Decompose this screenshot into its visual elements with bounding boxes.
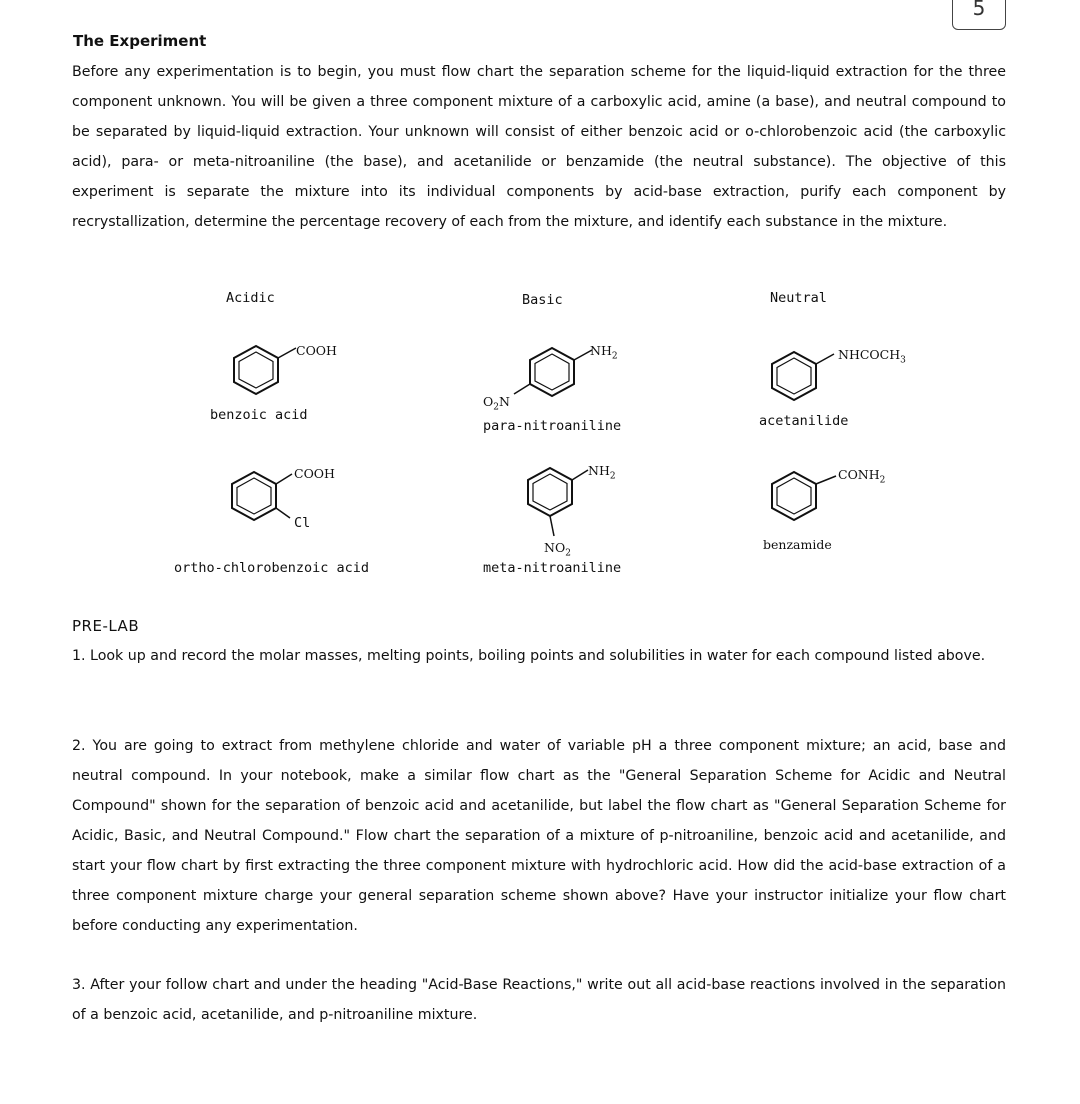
- meta-nitroaniline-name: meta-nitroaniline: [483, 560, 622, 576]
- prelab-item-2: 2. You are going to extract from methylene chloride and water of variable pH a three component mixture; an acid, base and neutral compound. In your notebook, make a similar flow chart as the "General Separation Scheme for Acidic and Neutral Compound" shown for the separation of benzoic acid and acetanilide, but label the flow chart as "General Separation Scheme for Acidic, Basic, and Neutral Compound." Flow chart the separation of a mixture of p-nitroaniline, benzoic acid and acetanilide, and start your flow chart by first extracting the three component mixture with hydrochloric acid. How did the acid-base extraction of a three component mixture charge your general separation scheme shown above? Have your instructor initialize your flow chart before conducting any experimentation.: [72, 738, 1006, 934]
- chloro-substituent-label: Cl: [294, 515, 311, 531]
- meta-nitroaniline-amine-group: $NH_2$: [588, 463, 616, 482]
- experiment-intro: Before any experimentation is to begin, you must flow chart the separation scheme for the liquid-liquid extraction for the three component unknown. You will be given a three component mixture of a carboxylic acid, amine (a base), and neutral compound to be separated by liquid-liquid extraction. Your unknown will consist of either benzoic acid or o-chlorobenzoic acid (the carboxylic acid), para- or meta-nitroaniline (the base), and acetanilide or benzamide (the neutral substance). The objective of this experiment is separate the mixture into its individual components by acid-base extraction, purify each component by recrystallization, determine the percentage recovery of each from the mixture, and identify each substance in the mixture.: [72, 64, 1006, 230]
- acetanilide-name: acetanilide: [759, 413, 849, 429]
- para-nitroaniline-name: para-nitroaniline: [483, 418, 622, 434]
- acetanilide-group: $NHCOCH_3$: [838, 347, 906, 366]
- prelab-item-1: 1. Look up and record the molar masses, melting points, boiling points and solubilities in water for each compound listed above.: [72, 648, 986, 664]
- benzamide-name: benzamide: [763, 537, 832, 552]
- prelab-item-3: 3. After your follow chart and under the heading "Acid-Base Reactions," write out all acid-base reactions involved in the separation of a benzoic acid, acetanilide, and p-nitroaniline mixture.: [72, 977, 1006, 1023]
- para-nitroaniline-amine-group: $NH_2$: [590, 343, 618, 362]
- benzoic-acid-name: benzoic acid: [210, 407, 308, 423]
- neutral-column-heading: Neutral: [770, 290, 827, 306]
- meta-nitroaniline-nitro-group: $NO_2$: [544, 540, 571, 559]
- para-nitroaniline-nitro-group: $O_2N$: [483, 394, 510, 413]
- benzamide-group: $CONH_2$: [838, 467, 886, 486]
- o-chlorobenzoic-acid-group: COOH: [294, 466, 335, 481]
- basic-column-heading: Basic: [522, 292, 563, 308]
- benzoic-acid-group: COOH: [296, 343, 337, 358]
- o-chlorobenzoic-acid-name: ortho-chlorobenzoic acid: [174, 560, 370, 576]
- experiment-heading: The Experiment: [73, 32, 207, 50]
- acidic-column-heading: Acidic: [226, 290, 275, 306]
- page-number: 5: [952, 0, 1006, 30]
- prelab-heading: PRE-LAB: [72, 617, 140, 635]
